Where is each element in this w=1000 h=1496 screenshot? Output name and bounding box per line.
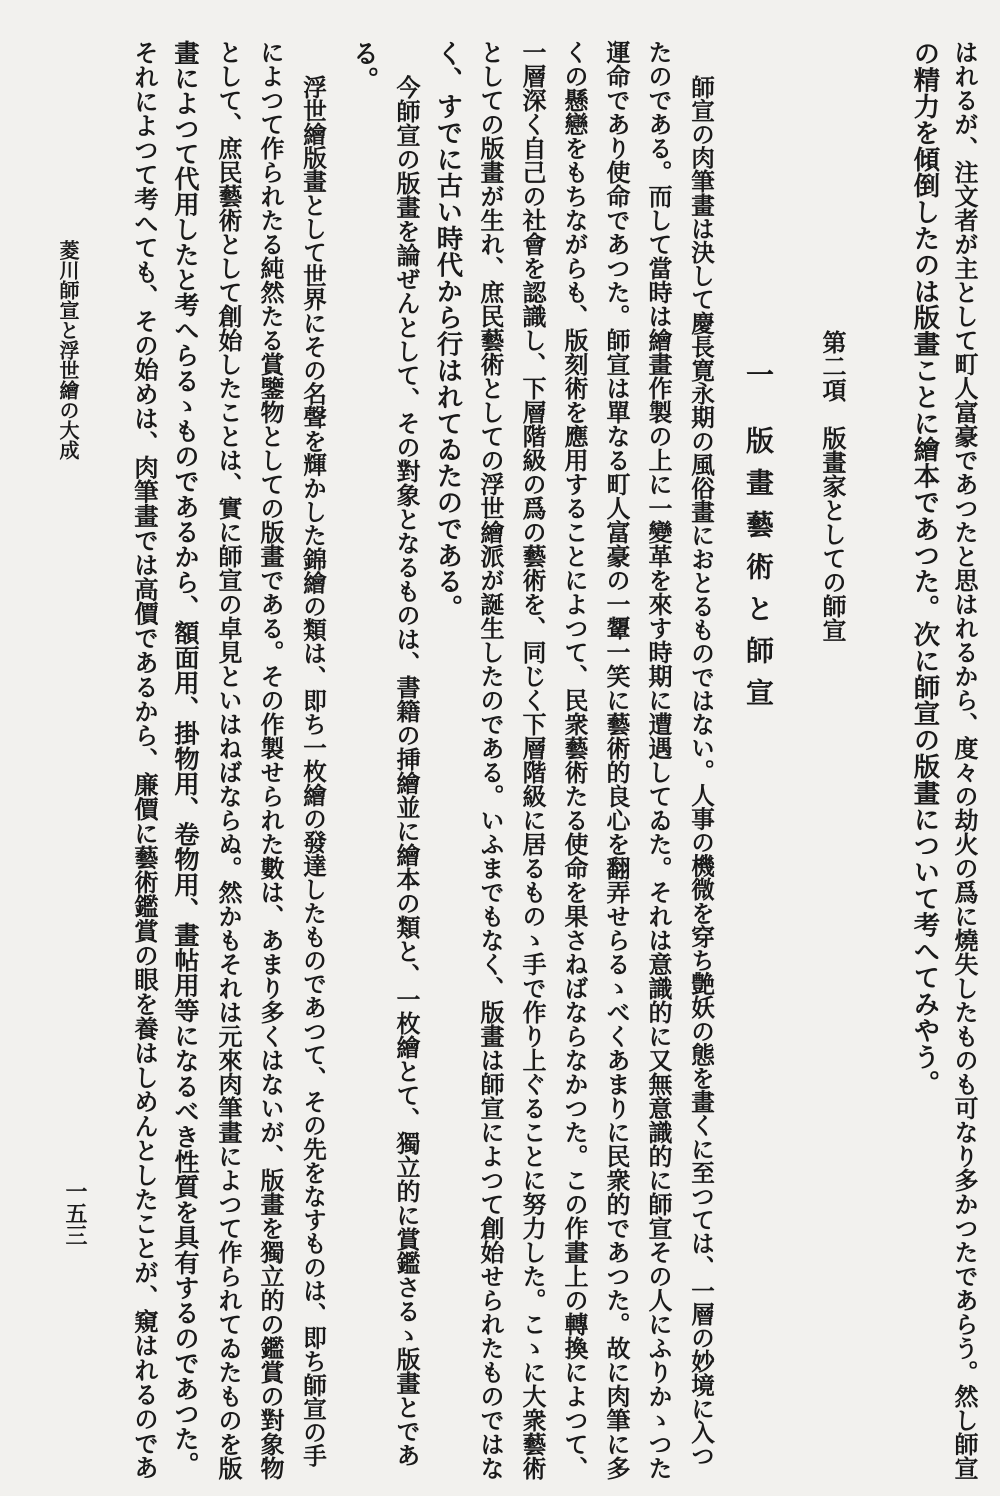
paragraph-3-line-3: として、庶民藝術として創始したことは、實に師宣の卓見といはねばならぬ。然かもそれは元來肉筆畫によつて作られてゐたものを版: [214, 40, 243, 1480]
paragraph-1-line-2: たのである。而して當時は繪畫作製の上に一變革を來す時期に遭遇してゐた。それは意識的に又無意識的に師宣その人にふりかゝつた: [644, 40, 673, 1480]
paragraph-3-line-4: 畫によつて代用したと考へらるゝものであるから、額面用、掛物用、卷物用、畫帖用等になるべき性質を具有するのであつた。: [171, 40, 201, 1477]
section-title-number: 第二項: [818, 330, 847, 402]
section-title: [818, 330, 847, 642]
paragraph-1-line-3: 運命であり使命であつた。師宣は單なる町人富豪の一顰一笑に藝術的良心を翻弄せらるゝべくあまりに民衆的であつた。故に肉筆に多: [602, 40, 631, 1480]
paragraph-1-line-5: 一層深く自己の社會を認識し、下層階級の爲の藝術を、同じく下層階級に居るものゝ手で作り上ぐることに努力した。こゝに大衆藝術: [518, 40, 547, 1480]
paragraph-1-line-4: くの懸戀をもちながらも、版刻術を應用することによつて、民衆藝術たる使命を果さねばならなかつた。この作畫上の轉換によつて、: [560, 40, 589, 1480]
paragraph-3-line-2: によつて作られたる純然たる賞鑒物としての版畫である。その作製せられた數は、あまり多くはないが、版畫を獨立的の鑑賞の對象物: [256, 40, 285, 1480]
paragraph-2-line-2: る。: [348, 40, 379, 93]
paragraph-1-line-6: としての版畫が生れ、庶民藝術としての浮世繪派が誕生したのである。いふまでもなく、版畫は師宣によつて創始せられたものではな: [476, 40, 505, 1480]
paragraph-1-line-7: く、すでに古い時代から行はれてゐたのである。: [432, 40, 463, 621]
running-title: 菱川師宣と浮世繪の大成: [56, 240, 80, 460]
page-number: 一五三: [62, 1180, 88, 1246]
intro-line-1: はれるが、注文者が主として町人富豪であつたと思はれるから、度々の劫火の爲に燒失したものも可なり多かつたであらう。然し師宣: [950, 40, 979, 1480]
paragraph-3-line-1: 浮世繪版畫として世界にその名聲を輝かした錦繪の類は、即ち一枚繪の發達したものであつて、その先をなすものは、即ち師宣の手: [299, 75, 327, 1468]
paragraph-2-line-1: 今師宣の版畫を論ぜんとして、その對象となるものは、書籍の挿繪並に繪本の類と、一枚繪とて、獨立的に賞鑑さるゝ版畫とであ: [392, 75, 421, 1467]
paragraph-1-line-1: 師宣の肉筆畫は決して慶長寛永期の風俗畫におとるものではない。人事の機微を穿ち艶妖の態を畫くに至つては、一層の妙境に入つ: [687, 75, 715, 1468]
paragraph-3-line-5: それによつて考へても、その始めは、肉筆畫では高價であるから、廉價に藝術鑑賞の眼を養はしめんとしたことが、窺はれるのであ: [130, 40, 159, 1480]
section-title-text: 版畫家としての師宣: [818, 426, 847, 642]
sub-heading: 一 版畫藝術と師宣: [742, 360, 775, 720]
intro-line-2: の精力を傾倒したのは版畫ことに繪本であつた。次に師宣の版畫について考へてみやう。: [909, 40, 940, 1096]
